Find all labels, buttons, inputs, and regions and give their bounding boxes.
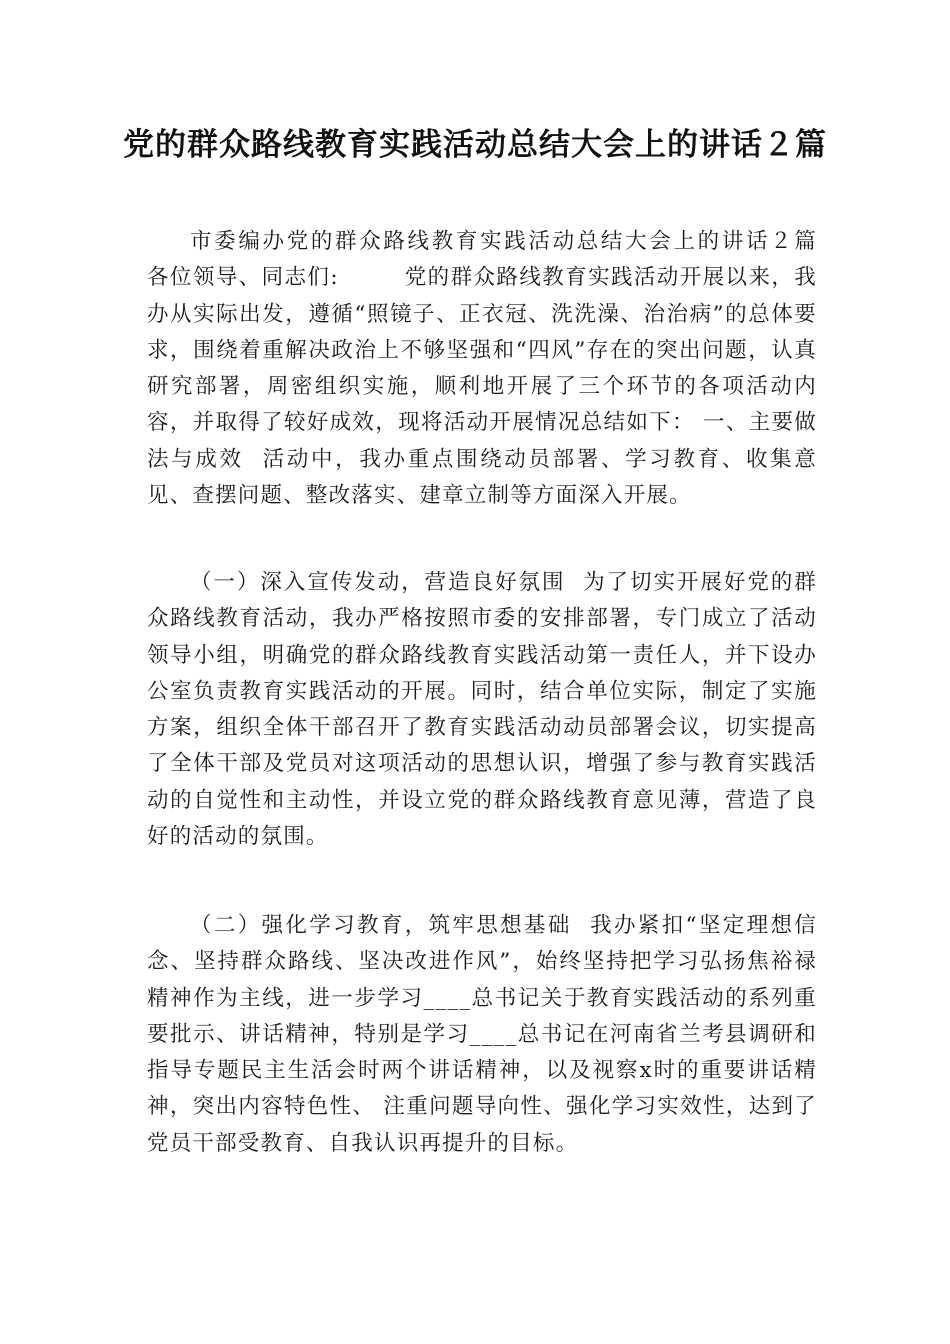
paragraph-section-1: （一）深入宣传发动，营造良好氛围 为了切实开展好党的群众路线教育活动，我办严格按照市委的安排部署，专门成立了活动领导小组，明确党的群众路线教育实践活动第一责任人，并下设办公室负责教育实践活动的开展。同时，结合单位实际，制定了实施方案，组织全体干部召开了教育实践活动动员部署会议，切实提高了全体干部及党员对这项活动的思想认识，增强了参与教育实践活动的自觉性和主动性，并设立党的群众路线教育意见薄，营造了良好的活动的氛围。 (147, 570, 817, 850)
paragraph-intro: 市委编办党的群众路线教育实践活动总结大会上的讲话２篇 各位领导、同志们: 党的群众路线教育实践活动开展以来，我办从实际出发，遵循“照镜子、正衣冠、洗洗澡、治治病”的总体要求，围绕着重解决政治上不够坚强和“四风”存在的突出问题，认真研究部署，周密组织实施，顺利地开展了三个环节的各项活动内容，并取得了较好成效，现将活动开展情况总结如下： 一、主要做法与成效 活动中，我办重点围绕动员部署、学习教育、收集意见、查摆问题、整改落实、建章立制等方面深入开展。 (147, 229, 850, 509)
document-title: 党的群众路线教育实践活动总结大会上的讲话２篇 (123, 127, 827, 163)
paragraph-section-2: （二）强化学习教育，筑牢思想基础 我办紧扣“坚定理想信念、坚持群众路线、坚决改进作风”，始终坚持把学习弘扬焦裕禄精神作为主线，进一步学习____总书记关于教育实践活动的系列重要批示、讲话精神，特别是学习____总书记在河南省兰考县调研和指导专题民主生活会时两个讲话精神，以及视察x时的重要讲话精神，突出内容特色性、 注重问题导向性、强化学习实效性，达到了党员干部受教育、自我认识再提升的目标。 (147, 913, 817, 1156)
